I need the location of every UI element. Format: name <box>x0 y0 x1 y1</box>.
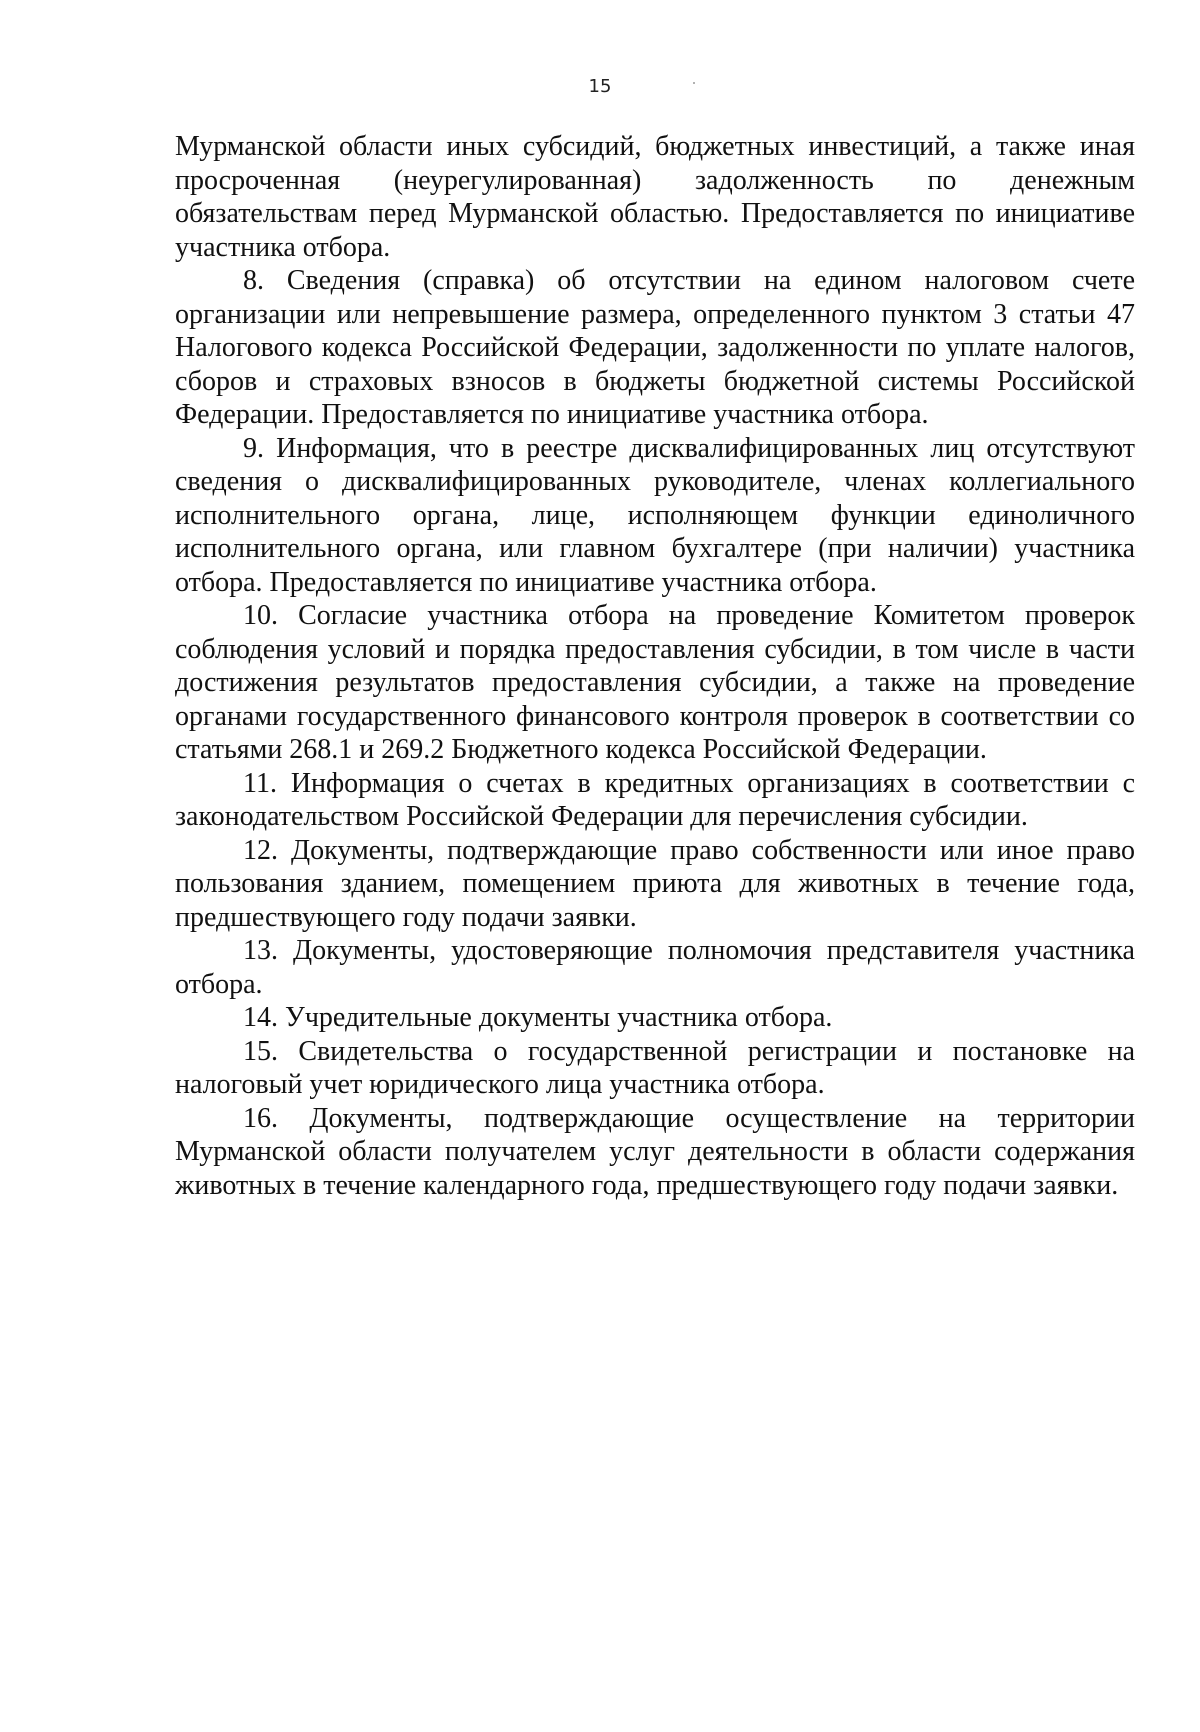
page-number: 15 <box>588 76 612 97</box>
paragraph-item-16: 16. Документы, подтверждающие осуществление на территории Мурманской области получателем услуг деятельности в области содержания животных в течение календарного года, предшествующего году подачи заявки. <box>175 1102 1135 1201</box>
paragraph-item-15: 15. Свидетельства о государственной регистрации и постановке на налоговый учет юридического лица участника отбора. <box>175 1035 1135 1100</box>
document-body <box>175 130 1135 1202</box>
paragraph-item-9: 9. Информация, что в реестре дисквалифицированных лиц отсутствуют сведения о дисквалифицированных руководителе, членах коллегиального исполнительного органа, лице, исполняющем функции единоличного исполнительного органа, или главном бухгалтере (при наличии) участника отбора. Предоставляется по инициативе участника отбора. <box>175 432 1135 598</box>
scan-artifact-dot <box>693 82 695 84</box>
paragraph-item-10: 10. Согласие участника отбора на проведение Комитетом проверок соблюдения условий и порядка предоставления субсидии, в том числе в части достижения результатов предоставления субсидии, а также на проведение органами государственного финансового контроля проверок в соответствии со статьями 268.1 и 269.2 Бюджетного кодекса Российской Федерации. <box>175 600 1135 765</box>
paragraph-item-8: 8. Сведения (справка) об отсутствии на едином налоговом счете организации или непревышение размера, определенного пунктом 3 статьи 47 Налогового кодекса Российской Федерации, задолженности по уплате налогов, сборов и страховых взносов в бюджеты бюджетной системы Российской Федерации. Предоставляется по инициативе участника отбора. <box>175 265 1135 430</box>
paragraph-item-13: 13. Документы, удостоверяющие полномочия представителя участника отбора. <box>175 935 1135 1000</box>
paragraph-item-11: 11. Информация о счетах в кредитных организациях в соответствии с законодательством Российской Федерации для перечисления субсидии. <box>175 767 1135 832</box>
paragraph-item-14: 14. Учредительные документы участника отбора. <box>243 1002 833 1033</box>
paragraph-continuation: Мурманской области иных субсидий, бюджетных инвестиций, а также иная просроченная (неурегулированная) задолженность по денежным обязательствам перед Мурманской областью. Предоставляется по инициативе участника отбора. <box>175 131 1135 263</box>
paragraph-item-12: 12. Документы, подтверждающие право собственности или иное право пользования зданием, помещением приюта для животных в течение года, предшествующего году подачи заявки. <box>175 834 1135 933</box>
